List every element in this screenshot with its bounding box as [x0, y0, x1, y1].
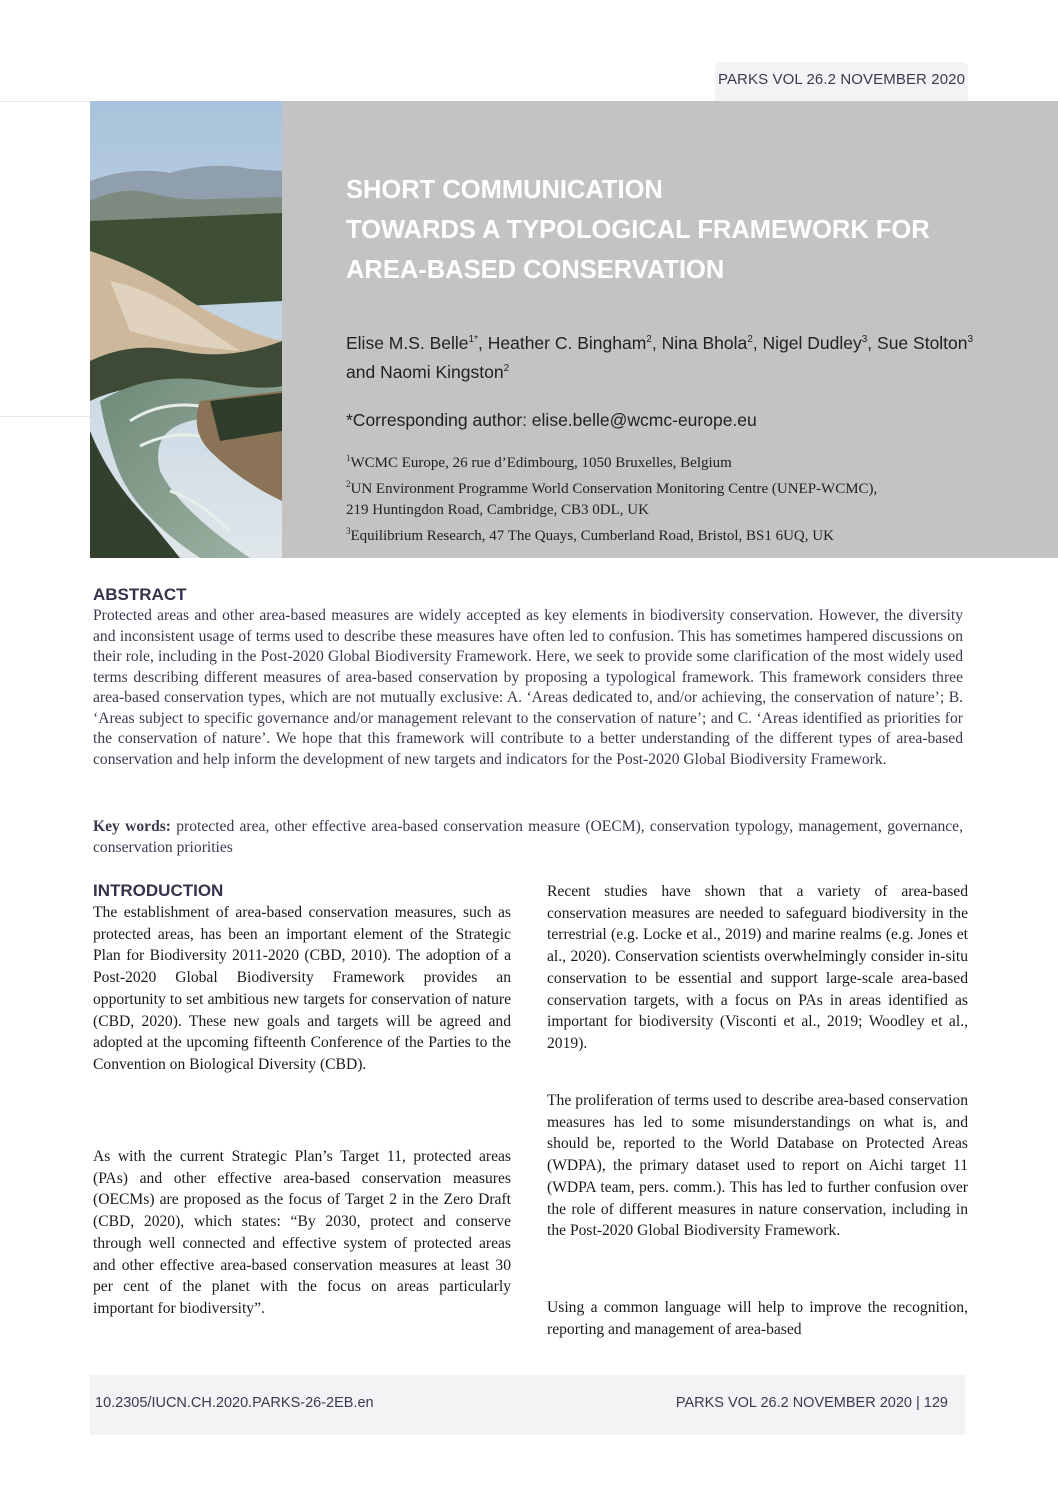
keywords: [93, 817, 963, 858]
author-affil-sup: 1*: [468, 334, 478, 345]
title-line-1: TOWARDS A TYPOLOGICAL FRAMEWORK FOR: [346, 216, 930, 244]
introduction-heading: INTRODUCTION: [93, 881, 224, 900]
affiliation-line: $^1$WCMC Europe, 26 rue d’Edimbourg, 1050 Bruxelles, Belgium: [346, 453, 732, 471]
keywords-label: Key words:: [93, 818, 171, 835]
paragraph: Using a common language will help to improve the recognition, reporting and management of area-based: [547, 1299, 968, 1338]
author-name: Elise M.S. Belle: [346, 332, 469, 353]
author-name: Naomi Kingston: [380, 361, 504, 382]
journal-page-number: PARKS VOL 26.2 NOVEMBER 2020 | 129: [675, 1395, 948, 1411]
author-affil-sup: 2: [747, 334, 753, 345]
doi-link[interactable]: 10.2305/IUCN.CH.2020.PARKS-26-2EB.en: [95, 1395, 374, 1411]
abstract-heading: ABSTRACT: [93, 585, 187, 604]
corresponding-author: *Corresponding author: elise.belle@wcmc-europe.eu: [346, 410, 757, 430]
journal-issue-label: PARKS VOL 26.2 NOVEMBER 2020: [717, 71, 966, 88]
author-name: Heather C. Bingham: [487, 332, 647, 353]
cover-photo: [90, 101, 282, 558]
article-title: [346, 170, 930, 290]
right-column-p3: [547, 1297, 968, 1340]
mid-rule: [0, 416, 90, 417]
right-column-p2: [547, 1090, 968, 1242]
affiliation-line: $^3$Equilibrium Research, 47 The Quays, Cumberland Road, Bristol, BS1 6UQ, UK: [346, 526, 834, 544]
article-type: SHORT COMMUNICATION: [346, 176, 663, 204]
paragraph: The proliferation of terms used to describe area-based conservation measures has led to some misunderstandings on what is, and should be, reported to the World Database on Protected Areas (WDPA), the primary dataset used to report on Aichi target 11 (WDPA team, pers. comm.). This has led to further confusion over the role of different measures in nature conservation, including in the Post-2020 Global Biodiversity Framework.: [547, 1092, 968, 1240]
author-affil-sup: 3: [967, 334, 974, 345]
keywords-list: protected area, other effective area-based conservation measure (OECM), conservation typology, management, governance, conservation priorities: [93, 818, 963, 856]
author-affil-sup: 2: [646, 334, 652, 345]
paragraph: The establishment of area-based conservation measures, such as protected areas, has been an important element of the Strategic Plan for Biodiversity 2011-2020 (CBD, 2010). The adoption of a Post-2020 Global Biodiversity Framework provides an opportunity to set ambitious new targets for conservation of nature (CBD, 2020). These new goals and targets will be agreed and adopted at the upcoming fifteenth Conference of the Parties to the Convention on Biological Diversity (CBD).: [93, 904, 511, 1073]
author-list: Elise M.S. Belle$^{1*}$, Heather C. Bingham$^2$, Nina Bhola$^2$, Nigel Dudley$^3$, Sue Stolton$^3$ and Naomi Kingston$^2$: [346, 332, 974, 382]
affiliation-line: $^2$UN Environment Programme World Conservation Monitoring Centre (UNEP-WCMC),: [346, 479, 878, 497]
journal-header-tab: [715, 62, 968, 101]
paragraph: As with the current Strategic Plan’s Target 11, protected areas (PAs) and other effective area-based conservation measures (OECMs) are proposed as the focus of Target 2 in the Zero Draft (CBD, 2020), which states: “By 2030, protect and conserve through well connected and effective system of protected areas and other effective area-based conservation measures at least 30 per cent of the planet with the focus on areas particularly important for biodiversity”.: [93, 1148, 511, 1317]
affiliations: [346, 448, 877, 547]
top-rule: [0, 101, 90, 102]
abstract-text: Protected areas and other area-based measures are widely accepted as key elements in biodiversity conservation. However, the diversity and inconsistent usage of terms used to describe these measures have often led to confusion. This has sometimes hampered discussions on their role, including in the Post-2020 Global Biodiversity Framework. Here, we seek to provide some clarification of the most widely used terms describing different measures of area-based conservation by proposing a typological framework. This framework considers three area-based conservation types, which are not mutually exclusive: A. ‘Areas dedicated to, and/or achieving, the conservation of nature’; B. ‘Areas subject to specific governance and/or management relevant to the conservation of nature’; and C. ‘Areas identified as priorities for the conservation of nature’. We hope that this framework will contribute to a better understanding of the different types of area-based conservation and help inform the development of new targets and indicators for the Post-2020 Global Biodiversity Framework.: [93, 607, 963, 768]
paragraph: Recent studies have shown that a variety of area-based conservation measures are needed to safeguard biodiversity in the terrestrial (e.g. Locke et al., 2019) and marine realms (e.g. Jones et al., 2020). Conservation scientists overwhelmingly consider in-situ conservation to be essential and support large-scale area-based conservation targets, with a focus on PAs in areas identified as important for biodiversity (Visconti et al., 2019; Woodley et al., 2019).: [547, 883, 968, 1052]
left-column-continued: [93, 1146, 511, 1320]
author-name: Nina Bhola: [661, 332, 748, 353]
title-line-2: AREA-BASED CONSERVATION: [346, 256, 725, 284]
page-footer: [90, 1375, 965, 1435]
right-column: [547, 881, 968, 1055]
left-column: [93, 902, 511, 1076]
affiliation-line: 219 Huntingdon Road, Cambridge, CB3 0DL, UK: [346, 502, 649, 518]
river-canyon-photo-icon: [90, 101, 282, 558]
author-affil-sup: 3: [861, 334, 868, 345]
author-affil-sup: 2: [503, 362, 510, 374]
author-name: Sue Stolton: [877, 332, 968, 353]
author-name: Nigel Dudley: [762, 332, 862, 353]
